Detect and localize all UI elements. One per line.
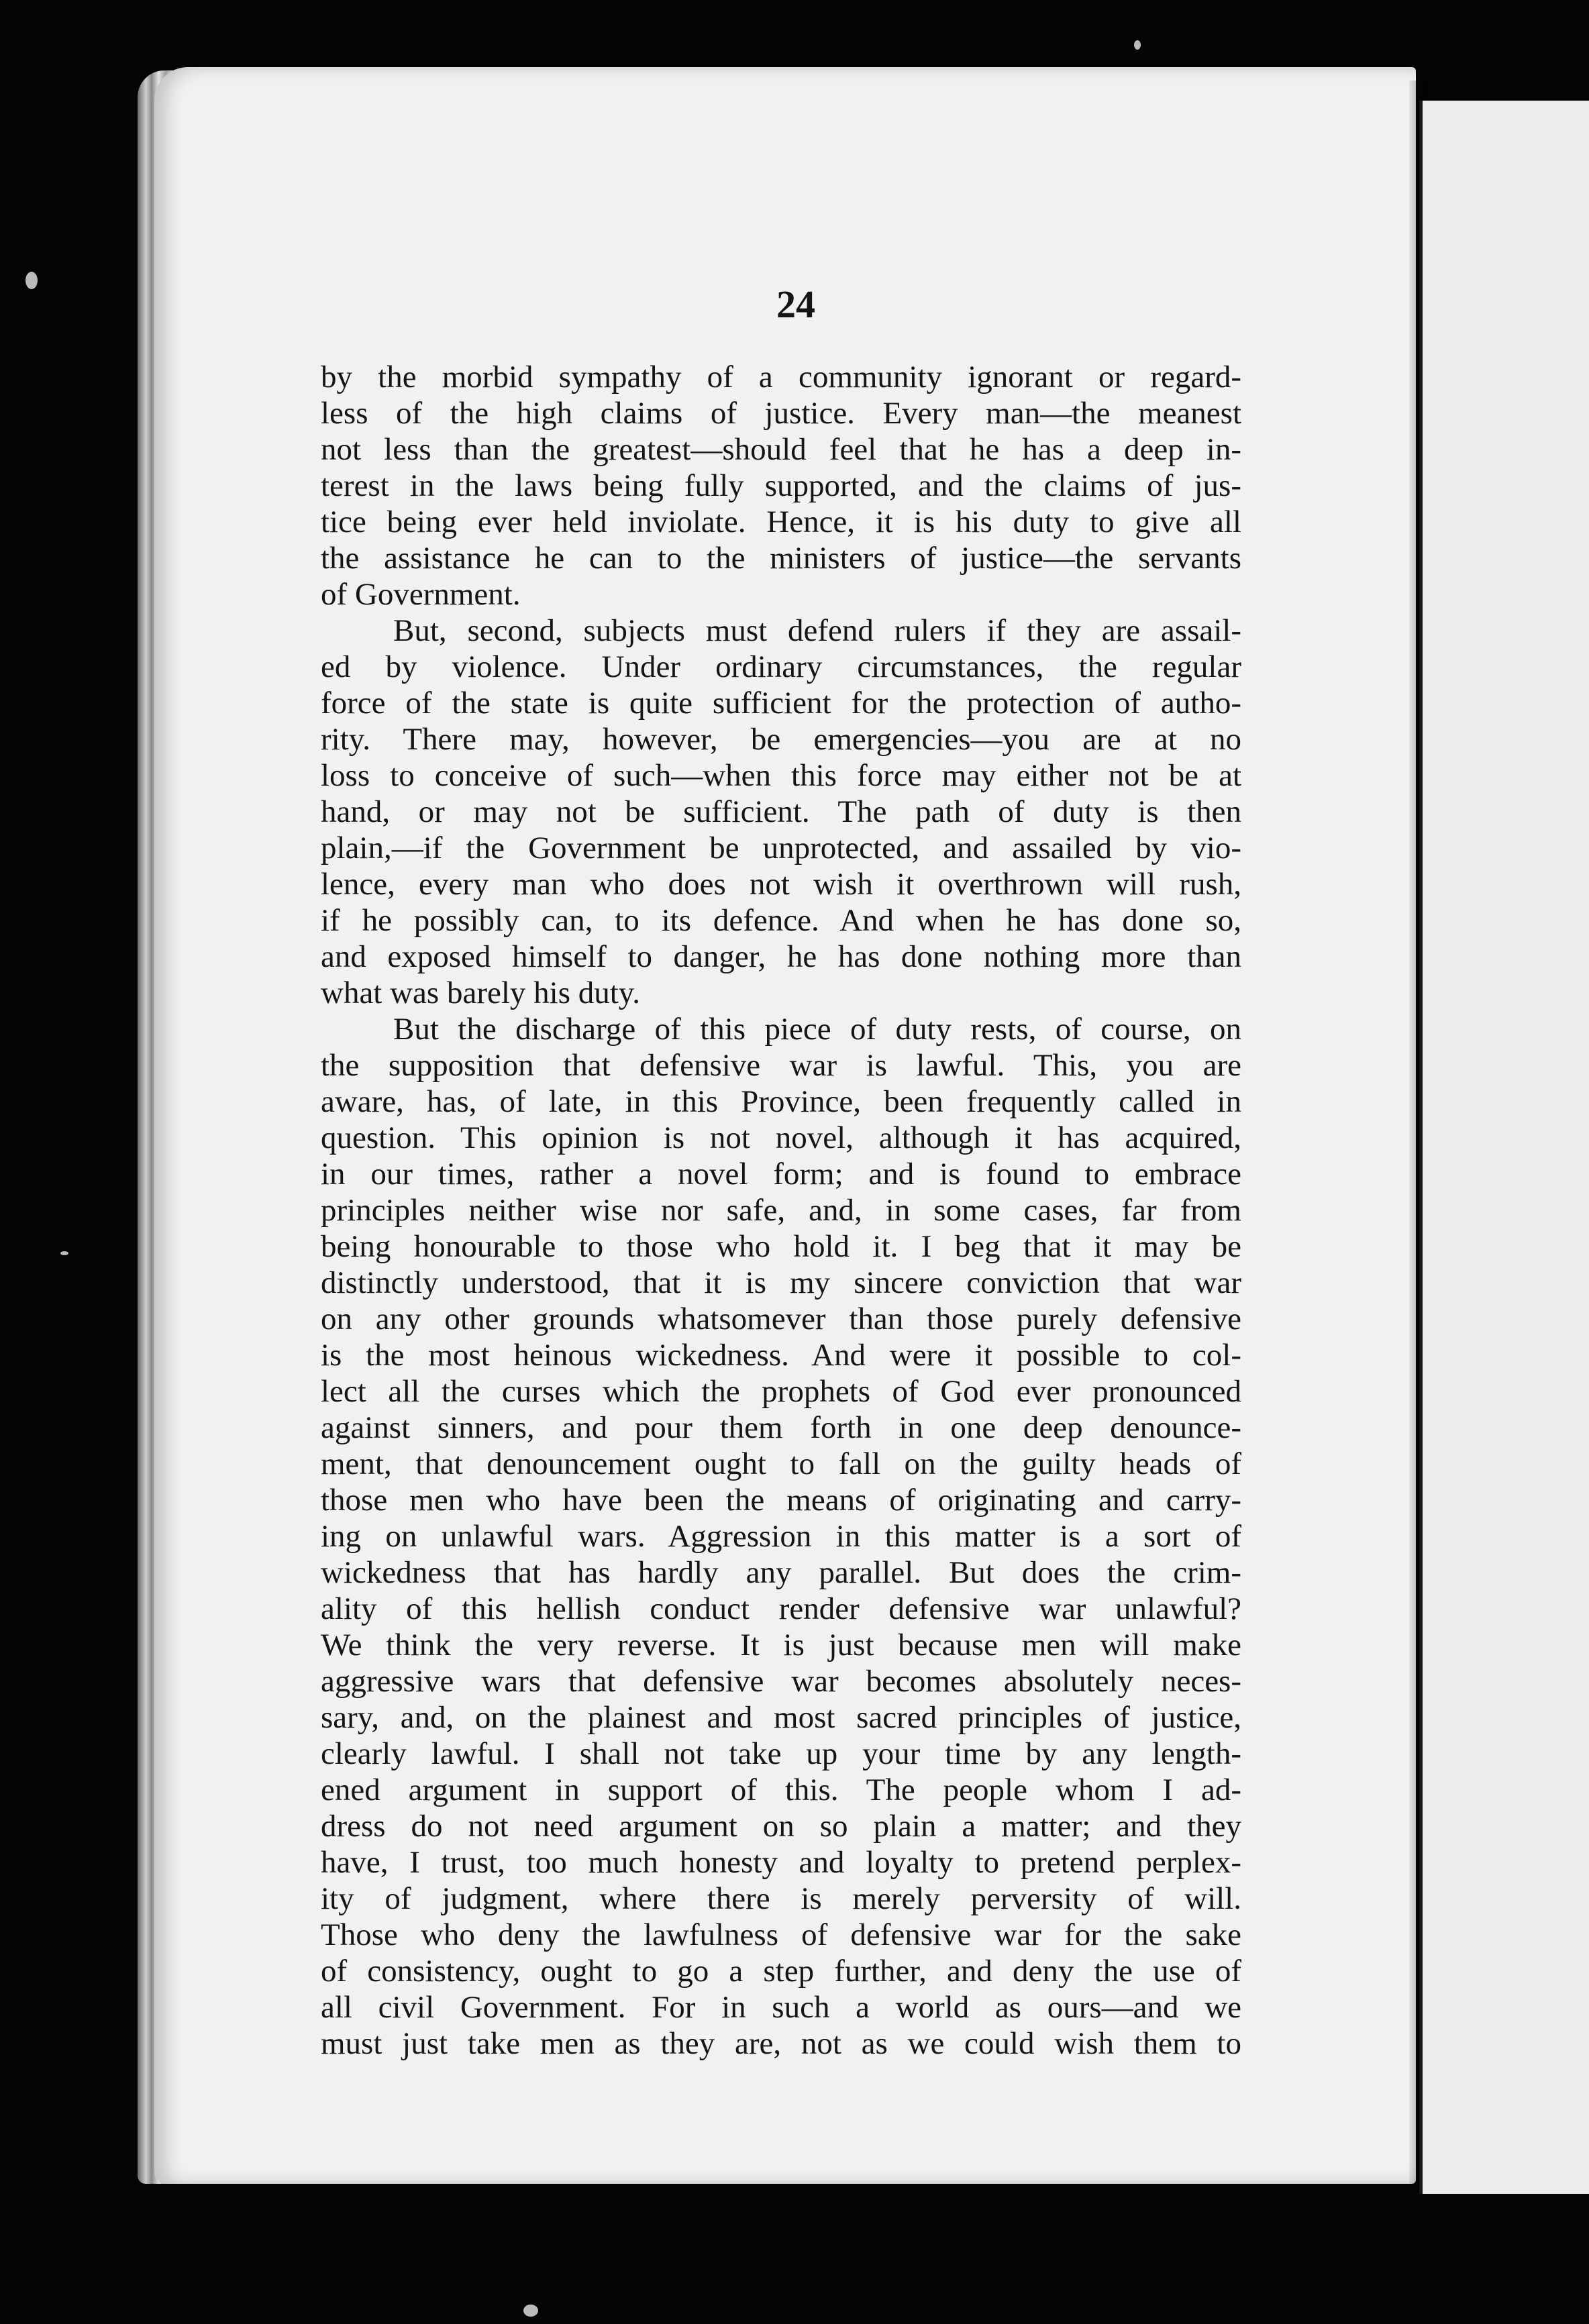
text-line: have, I trust, too much honesty and loyalty to pretend perplex-: [321, 1845, 1241, 1880]
text-line: what was barely his duty.: [321, 975, 640, 1010]
text-line: ment, that denouncement ought to fall on the guilty heads of: [321, 1446, 1241, 1481]
text-line: ened argument in support of this. The people whom I ad-: [321, 1773, 1241, 1807]
text-line: aggressive wars that defensive war becomes absolutely neces-: [321, 1664, 1241, 1699]
text-line: lence, every man who does not wish it overthrown will rush,: [321, 867, 1241, 902]
text-line: all civil Government. For in such a world as ours—and we: [321, 1990, 1241, 2025]
text-line: lect all the curses which the prophets of God ever pronounced: [321, 1374, 1241, 1409]
text-line: loss to conceive of such—when this force may either not be at: [321, 758, 1241, 793]
text-line: by the morbid sympathy of a community ignorant or regard-: [321, 360, 1241, 394]
text-line: dress do not need argument on so plain a matter; and they: [321, 1809, 1241, 1844]
text-line: question. This opinion is not novel, although it has acquired,: [321, 1120, 1241, 1155]
text-line: on any other grounds whatsomever than those purely defensive: [321, 1302, 1241, 1336]
body-text: [321, 359, 1241, 2062]
text-line: But, second, subjects must defend rulers if they are assail-: [393, 613, 1241, 648]
scan-speck: [60, 1251, 68, 1255]
text-line: of Government.: [321, 577, 521, 612]
text-line: sary, and, on the plainest and most sacred principles of justice,: [321, 1700, 1241, 1735]
text-line: not less than the greatest—should feel that he has a deep in-: [321, 432, 1241, 467]
text-line: tice being ever held inviolate. Hence, it is his duty to give all: [321, 505, 1241, 539]
text-line: the supposition that defensive war is lawful. This, you are: [321, 1048, 1241, 1083]
text-line: of consistency, ought to go a step further, and deny the use of: [321, 1954, 1241, 1989]
text-line: Those who deny the lawfulness of defensive war for the sake: [321, 1917, 1241, 1952]
text-line: must just take men as they are, not as we could wish them to: [321, 2026, 1241, 2061]
page-number: 24: [776, 282, 815, 326]
text-line: those men who have been the means of originating and carry-: [321, 1483, 1241, 1518]
text-line: and exposed himself to danger, he has done nothing more than: [321, 939, 1241, 974]
text-line: ing on unlawful wars. Aggression in this matter is a sort of: [321, 1519, 1241, 1554]
text-line: less of the high claims of justice. Every man—the meanest: [321, 396, 1241, 431]
text-line: in our times, rather a novel form; and is found to embrace: [321, 1157, 1241, 1192]
text-line: the assistance he can to the ministers of justice—the servants: [321, 541, 1241, 576]
text-line: being honourable to those who hold it. I beg that it may be: [321, 1229, 1241, 1264]
text-line: rity. There may, however, be emergencies—you are at no: [321, 722, 1241, 757]
text-line: wickedness that has hardly any parallel. But does the crim-: [321, 1555, 1241, 1590]
text-line: terest in the laws being fully supported, and the claims of jus-: [321, 468, 1241, 503]
text-line: hand, or may not be sufficient. The path of duty is then: [321, 794, 1241, 829]
text-line: is the most heinous wickedness. And were it possible to col-: [321, 1338, 1241, 1373]
text-line: distinctly understood, that it is my sincere conviction that war: [321, 1265, 1241, 1300]
text-line: ed by violence. Under ordinary circumstances, the regular: [321, 649, 1241, 684]
text-line: clearly lawful. I shall not take up your time by any length-: [321, 1736, 1241, 1771]
text-line: But the discharge of this piece of duty rests, of course, on: [393, 1012, 1241, 1047]
text-line: if he possibly can, to its defence. And when he has done so,: [321, 903, 1241, 938]
text-line: aware, has, of late, in this Province, been frequently called in: [321, 1084, 1241, 1119]
facing-page-sliver: [1419, 101, 1589, 2194]
text-line: We think the very reverse. It is just because men will make: [321, 1628, 1241, 1662]
text-line: against sinners, and pour them forth in one deep denounce-: [321, 1410, 1241, 1445]
text-line: ality of this hellish conduct render defensive war unlawful?: [321, 1591, 1241, 1626]
text-line: ity of judgment, where there is merely perversity of will.: [321, 1881, 1241, 1916]
text-line: principles neither wise nor safe, and, in some cases, far from: [321, 1193, 1241, 1228]
scan-speck: [523, 2305, 538, 2317]
text-line: plain,—if the Government be unprotected, and assailed by vio-: [321, 831, 1241, 865]
text-line: force of the state is quite sufficient for the protection of autho-: [321, 686, 1241, 721]
scan-speck: [1134, 40, 1141, 50]
